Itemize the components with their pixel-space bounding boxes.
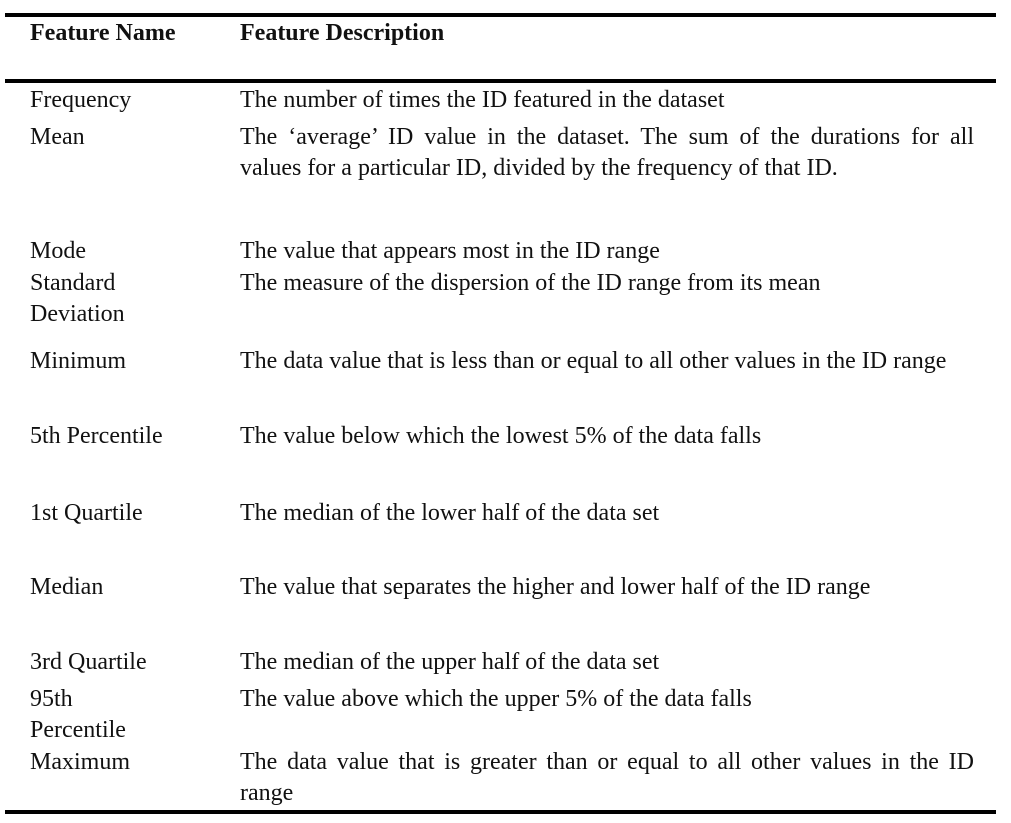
row-name-standard-deviation: Standard Deviation <box>30 270 125 327</box>
header-feature-name: Feature Name <box>30 20 176 46</box>
row-desc-frequency: The number of times the ID featured in the dataset <box>240 87 725 113</box>
row-desc-mean: The ‘average’ ID value in the dataset. The sum of the durations for all values for a particular ID, divided by the frequency of that ID. <box>240 124 974 181</box>
row-name-mode: Mode <box>30 238 86 264</box>
row-name-median: Median <box>30 574 104 600</box>
header-feature-description: Feature Description <box>240 20 445 46</box>
row-desc-standard-deviation: The measure of the dispersion of the ID range from its mean <box>240 270 821 296</box>
row-desc-median: The value that separates the higher and lower half of the ID range <box>240 574 871 600</box>
row-desc-minimum: The data value that is less than or equal to all other values in the ID range <box>240 348 947 374</box>
table-header-rule <box>5 79 996 83</box>
row-name-5th-percentile: 5th Percentile <box>30 423 163 449</box>
table-bottom-rule <box>5 810 996 814</box>
row-name-maximum: Maximum <box>30 749 130 775</box>
row-name-3rd-quartile: 3rd Quartile <box>30 649 147 675</box>
row-desc-mode: The value that appears most in the ID range <box>240 238 660 264</box>
row-desc-5th-percentile: The value below which the lowest 5% of the data falls <box>240 423 762 449</box>
row-desc-3rd-quartile: The median of the upper half of the data set <box>240 649 660 675</box>
row-desc-1st-quartile: The median of the lower half of the data set <box>240 500 660 526</box>
row-name-minimum: Minimum <box>30 348 127 374</box>
row-name-frequency: Frequency <box>30 87 132 113</box>
row-name-1st-quartile: 1st Quartile <box>30 500 143 526</box>
table-top-rule <box>5 13 996 17</box>
row-name-95th-percentile: 95th Percentile <box>30 686 126 743</box>
row-desc-maximum: The data value that is greater than or equal to all other values in the ID range <box>240 749 974 806</box>
row-desc-95th-percentile: The value above which the upper 5% of the data falls <box>240 686 752 712</box>
row-name-mean: Mean <box>30 124 85 150</box>
